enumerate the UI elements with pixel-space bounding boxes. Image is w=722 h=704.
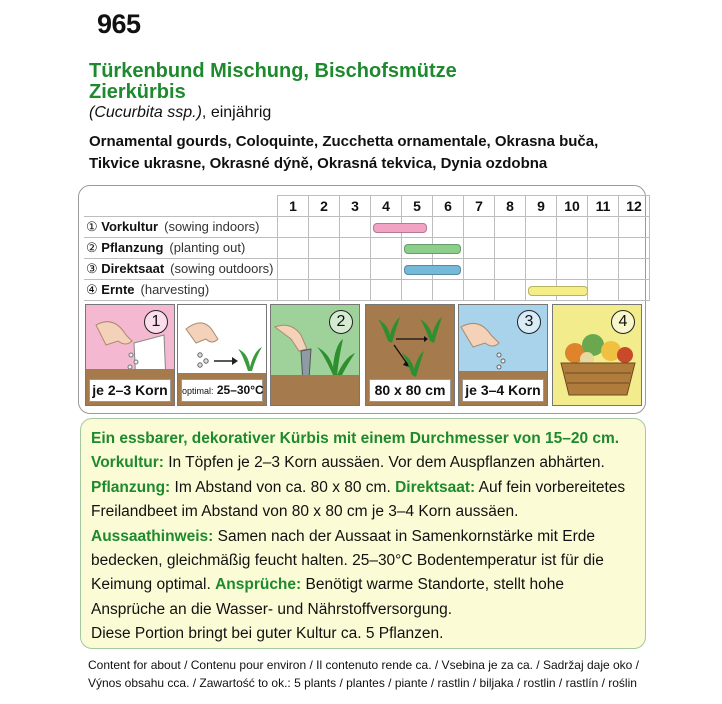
content-footer: [88, 656, 648, 692]
step-number-badge: 3: [517, 310, 541, 334]
product-code: 965: [97, 9, 141, 39]
product-title: Türkenbund Mischung, Bischofsmütze: [89, 60, 457, 82]
step-number-badge: 4: [611, 310, 635, 334]
row-name: Ernte: [101, 282, 135, 297]
product-subtitle: Zierkürbis: [89, 81, 186, 103]
pflanzung-label: Pflanzung:: [91, 478, 171, 496]
month-label: 2: [309, 196, 340, 217]
info-aussaathinweis: [91, 525, 633, 623]
annual-note: , einjährig: [201, 104, 272, 121]
calendar-period-bar: [404, 265, 461, 275]
direktsaat-label: Direktsaat:: [395, 478, 476, 496]
pictogram-caption: [181, 379, 263, 402]
aussaathinweis-label: Aussaathinweis:: [91, 527, 214, 545]
common-names-line: Tikvice ukrasne, Okrasné dýně, Okrasná tekvica, Dynia ozdobna: [89, 155, 548, 172]
calendar-row-vorkultur: [84, 217, 650, 238]
pictogram-harvest: [552, 304, 642, 406]
month-label: 9: [526, 196, 557, 217]
pictogram-direct-sowing: [458, 304, 548, 406]
step-number-badge: 2: [329, 310, 353, 334]
step-symbol: ①: [86, 219, 98, 234]
pictogram-planting-out: [270, 304, 360, 406]
calendar-row-direktsaat: [84, 259, 650, 280]
step-symbol: ③: [86, 261, 98, 276]
calendar-period-bar: [528, 286, 588, 296]
month-label: 10: [557, 196, 588, 217]
month-label: 5: [402, 196, 433, 217]
optimal-label: optimal:: [182, 386, 214, 396]
calendar-row-pflanzung: [84, 238, 650, 259]
footer-line: Content for about / Contenu pour environ / Il contenuto rende ca. / Vsebina je za ca. / Sadržaj daje oko /: [88, 658, 640, 672]
ansprueche-label: Ansprüche:: [215, 576, 302, 594]
cultivation-info-box: [80, 418, 646, 649]
month-label: 6: [433, 196, 464, 217]
row-subtitle: (sowing indoors): [164, 219, 260, 234]
info-vorkultur: [91, 451, 633, 475]
info-headline: Ein essbarer, dekorativer Kürbis mit einem Durchmesser von 15–20 cm.: [91, 430, 620, 447]
calendar-month-header: [84, 196, 650, 217]
month-label: 1: [278, 196, 309, 217]
month-label: 8: [495, 196, 526, 217]
row-name: Direktsaat: [101, 261, 165, 276]
vorkultur-label: Vorkultur:: [91, 454, 164, 472]
aussaathinweis-text: Samen nach der Aussaat in Samenkornstärke mit Erde bedecken, gleichmäßig feucht halten. 25–30°C Bodentemperatur ist für die Keimung optimal.: [91, 527, 604, 594]
pictogram-spacing: [365, 304, 455, 406]
ansprueche-text: Benötigt warme Standorte, stellt hohe Ansprüche an die Wasser- und Nährstoffversorgung.: [91, 576, 564, 618]
step-symbol: ②: [86, 240, 98, 255]
calendar-period-bar: [373, 223, 427, 233]
pictogram-germination: [177, 304, 267, 406]
direktsaat-text: Auf fein vorbereitetes Freilandbeet im Abstand von 80 x 80 cm je 3–4 Korn aussäen.: [91, 478, 626, 521]
month-label: 7: [464, 196, 495, 217]
latin-name-line: [89, 104, 271, 122]
pictogram-caption: je 3–4 Korn: [462, 379, 544, 402]
pflanzung-text: Im Abstand von ca. 80 x 80 cm.: [170, 478, 396, 496]
row-name: Pflanzung: [101, 240, 164, 255]
calendar-period-bar: [404, 244, 461, 254]
info-pflanzung: [91, 476, 633, 525]
month-label: 3: [340, 196, 371, 217]
info-portion: Diese Portion bringt bei guter Kultur ca. 5 Pflanzen.: [91, 625, 444, 643]
footer-line: Výnos obsahu cca. / Zawartość to ok.: 5 plants / plantes / piante / rastlin / biljaka / rostlin / rastlín / roślin: [88, 676, 637, 690]
optimal-temperature: 25–30°C: [216, 383, 264, 397]
row-name: Vorkultur: [101, 219, 159, 234]
pictogram-caption: 80 x 80 cm: [369, 379, 451, 402]
row-subtitle: (sowing outdoors): [170, 261, 274, 276]
step-symbol: ④: [86, 282, 98, 297]
month-label: 12: [619, 196, 650, 217]
pictogram-sowing-indoors: [85, 304, 175, 406]
row-subtitle: (planting out): [169, 240, 246, 255]
month-label: 4: [371, 196, 402, 217]
common-names-line: Ornamental gourds, Coloquinte, Zucchetta ornamentale, Okrasna buča,: [89, 133, 599, 150]
row-subtitle: (harvesting): [140, 282, 210, 297]
calendar-row-ernte: [84, 280, 650, 301]
vorkultur-text: In Töpfen je 2–3 Korn aussäen. Vor dem Auspflanzen abhärten.: [163, 454, 605, 472]
common-names: [89, 131, 649, 175]
sowing-calendar: [84, 195, 650, 301]
latin-name: (Cucurbita ssp.): [89, 104, 202, 121]
month-label: 11: [588, 196, 619, 217]
pictogram-caption: je 2–3 Korn: [89, 379, 171, 402]
step-number-badge: 1: [144, 310, 168, 334]
